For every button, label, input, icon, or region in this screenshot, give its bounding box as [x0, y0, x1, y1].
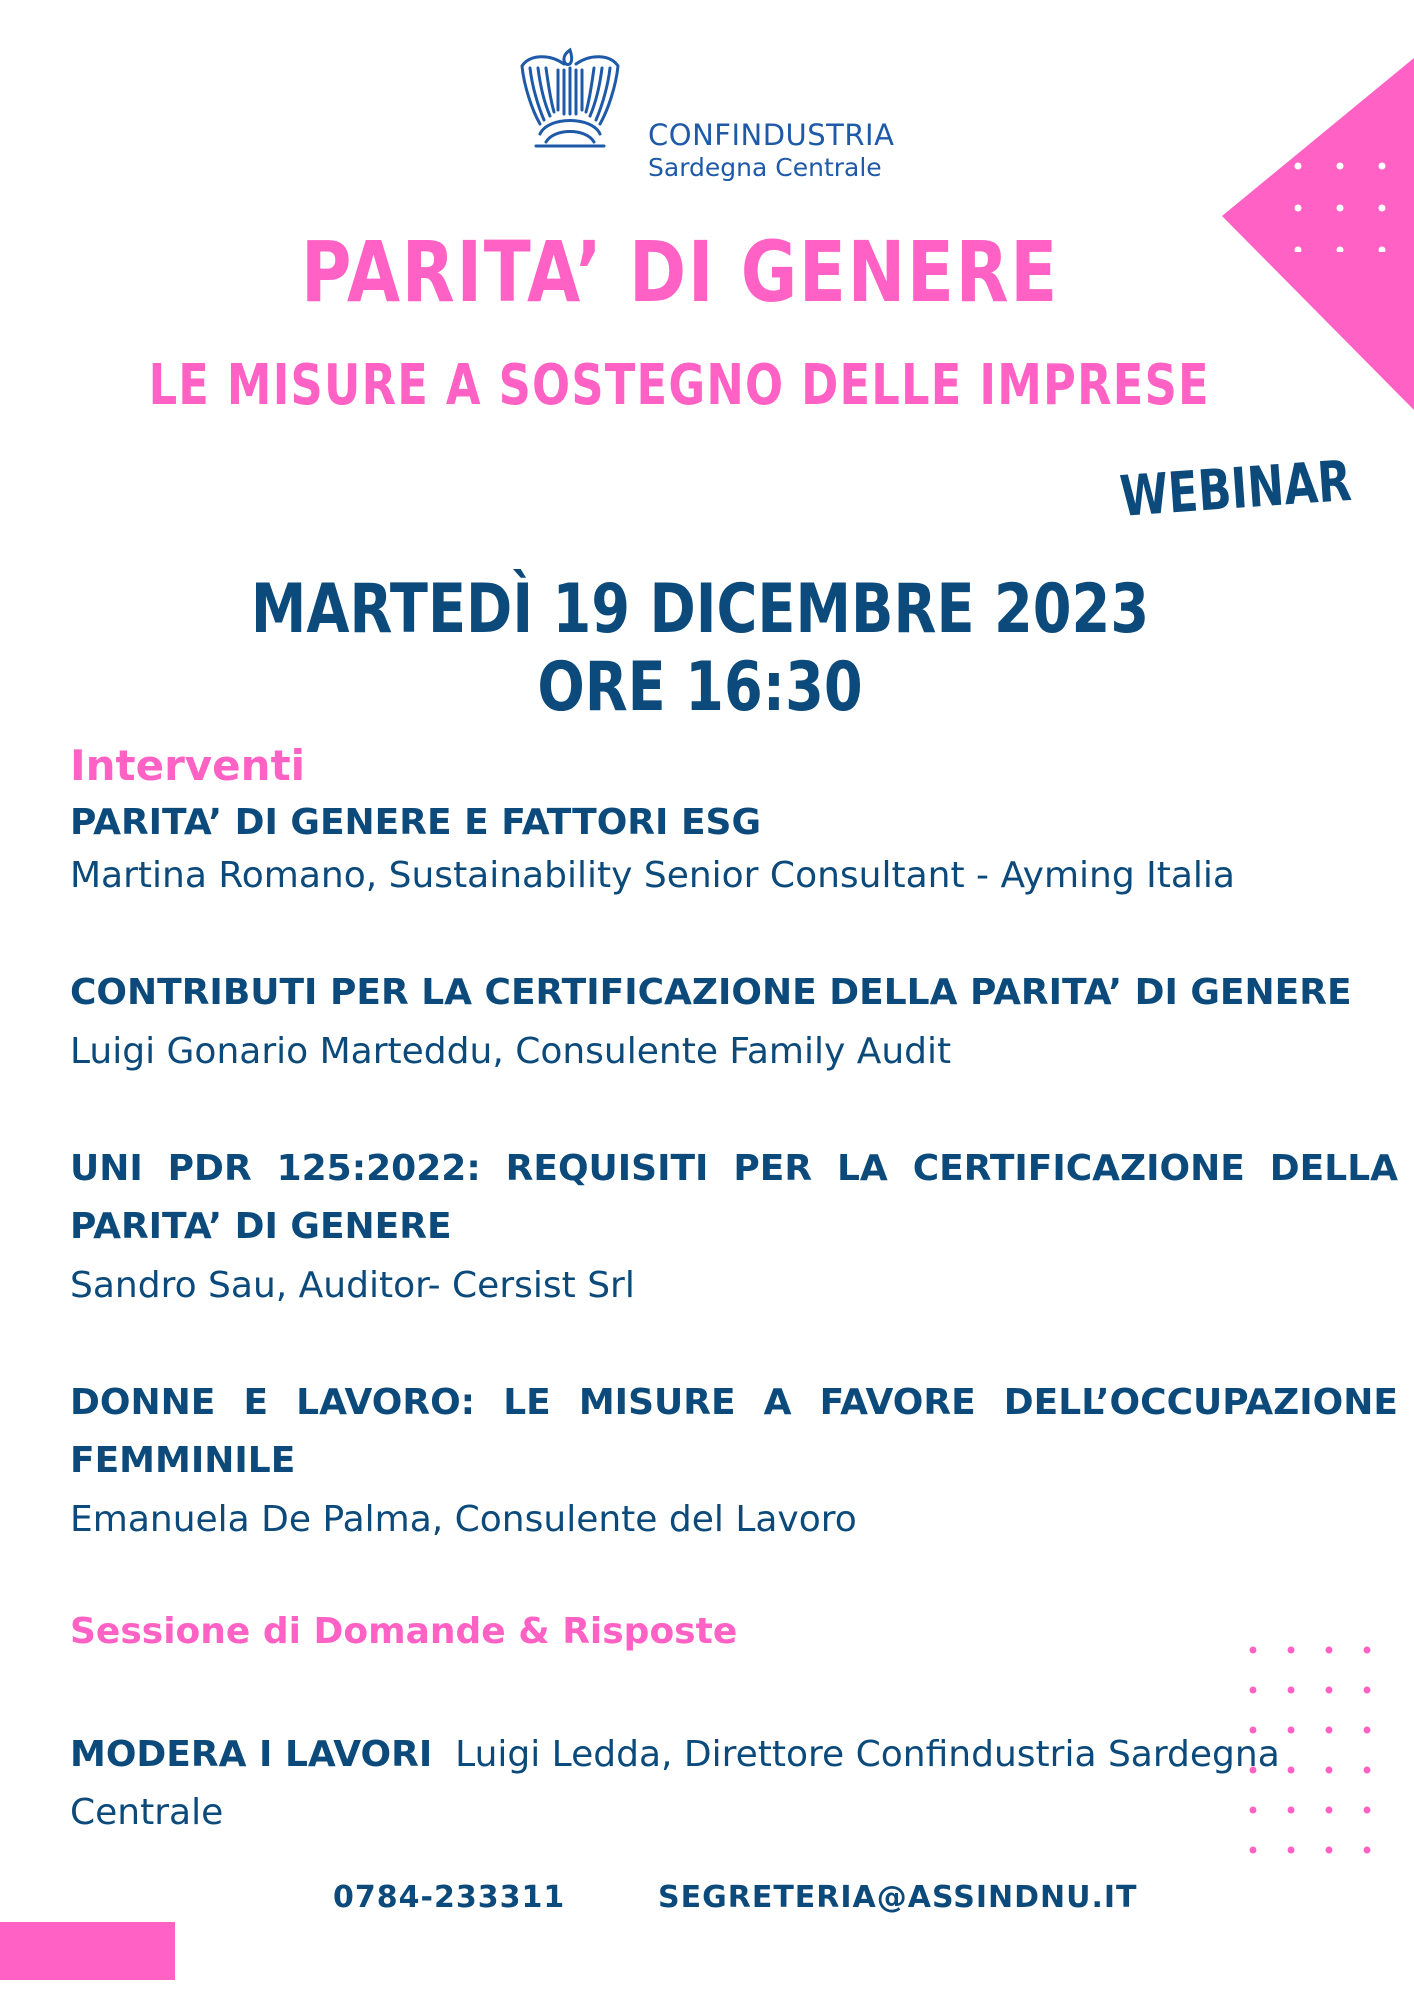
decoration-dot	[1379, 205, 1386, 212]
talk-speaker: Sandro Sau, Auditor- Cersist Srl	[70, 1265, 635, 1306]
decoration-dot	[1337, 205, 1344, 212]
decoration-dot	[1364, 1847, 1371, 1854]
pink-bar-decoration	[0, 1922, 175, 1980]
moderator-line	[70, 1726, 1398, 1842]
talk-title: CONTRIBUTI PER LA CERTIFICAZIONE DELLA PARITA’ DI GENERE	[70, 972, 1352, 1013]
qa-session: Sessione di Domande & Risposte	[70, 1611, 738, 1652]
decoration-dot	[1295, 205, 1302, 212]
moderator-label: MODERA I LAVORI	[70, 1734, 433, 1775]
contact-email[interactable]: SEGRETERIA@ASSINDNU.IT	[658, 1880, 1138, 1915]
talk-item	[70, 1140, 1398, 1316]
decoration-dot	[1295, 163, 1302, 170]
talk-title: PARITA’ DI GENERE E FATTORI ESG	[70, 802, 762, 843]
decoration-dot	[1250, 1847, 1257, 1854]
decoration-dot	[1379, 163, 1386, 170]
logo-name: CONFINDUSTRIA	[648, 118, 895, 152]
event-date: MARTEDÌ 19 DICEMBRE 2023	[250, 570, 1150, 649]
decoration-dot	[1326, 1847, 1333, 1854]
logo-text	[648, 118, 894, 184]
talk-title: UNI PDR 125:2022: REQUISITI PER LA CERTIFICAZIONE DELLA PARITA’ DI GENERE	[70, 1148, 1398, 1247]
talk-speaker: Martina Romano, Sustainability Senior Consultant - Ayming Italia	[70, 855, 1235, 896]
talk-speaker: Luigi Gonario Marteddu, Consulente Family Audit	[70, 1031, 952, 1072]
white-dot-grid-decoration	[1288, 160, 1394, 252]
program-section	[70, 738, 1398, 1842]
page-subtitle: LE MISURE A SOSTEGNO DELLE IMPRESE	[148, 353, 1210, 418]
moderator-name: Luigi Ledda, Direttore Confindustria Sardegna Centrale	[70, 1734, 1280, 1833]
logo-subname: Sardegna Centrale	[648, 153, 882, 182]
page-title: PARITA’ DI GENERE	[301, 223, 1059, 321]
eagle-emblem-icon	[518, 46, 622, 152]
program-heading: Interventi	[70, 741, 306, 790]
talk-item	[70, 964, 1398, 1082]
decoration-dot	[1337, 247, 1344, 253]
event-time: ORE 16:30	[537, 648, 863, 727]
talk-speaker: Emanuela De Palma, Consulente del Lavoro	[70, 1499, 857, 1540]
contact-phone[interactable]: 0784-233311	[333, 1880, 566, 1915]
talk-title: DONNE E LAVORO: LE MISURE A FAVORE DELL’OCCUPAZIONE FEMMINILE	[70, 1382, 1398, 1481]
talk-item	[70, 1374, 1398, 1550]
decoration-dot	[1379, 247, 1386, 253]
decoration-dot	[1288, 1847, 1295, 1854]
webinar-badge: WEBINAR	[1117, 448, 1354, 530]
decoration-dot	[1337, 163, 1344, 170]
talk-item	[70, 800, 1398, 906]
decoration-dot	[1295, 247, 1302, 253]
